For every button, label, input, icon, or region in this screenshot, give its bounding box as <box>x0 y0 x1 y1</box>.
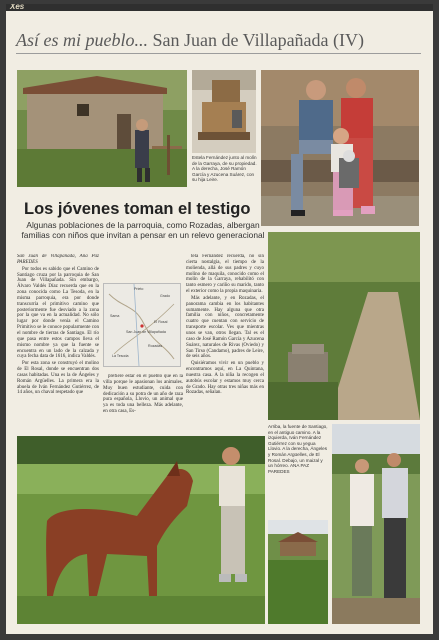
article-byline: San Juan de Villapañada, Ana Paz PAREDES <box>17 254 99 265</box>
newspaper-page <box>6 4 433 634</box>
section-title-place: San Juan de Villapañada (IV) <box>152 30 365 50</box>
col3-paragraph: tela Fernández recuerda, no sin cierta nostalgia, el tiempo de la molienda, allá de sus padres y cuyo molino de maquila, conocido como el molín de la Garraya, rehabilitó con tanto esmero y cariño su marido, tanto el exterior como la propia maquinaria. <box>186 254 264 295</box>
col1-paragraph: Por todos es sabido que el Camino de Santiago cruza por la parroquia de San Juan de Villapañada. Sin embargo, Álvaro Valdés Díaz recuerda que en la zona conocida como La Tesoda, en la misma parroquia, era por donde transcurría el primitivo camino que posteriormente fue desviado a la zona por la que va en la actualidad. No sólo lugar por donde venía el Camino Primitivo se le conoce popularmente con el nombre de tierras de Santiago. El río que pasa entre estos campos lleva el mismo nombre ya que la fuente se encuentra en un lado de la calzada y cuya fecha data de 1616, indica Valdés. <box>17 266 99 360</box>
section-title <box>16 30 421 51</box>
col3-paragraph: Quisiéramos vivir en un pueblo y encontramos aquí, en La Quintana, nuestra casa. A la niña la recogen el autobús escolar y estamos muy cerca de Grado. Hay otras tres niñas más en Rozadas, señalan. <box>186 361 264 396</box>
caption-fuente <box>268 424 328 474</box>
section-tab-label: Xes <box>10 4 25 11</box>
photo-family <box>261 70 419 226</box>
location-map <box>103 283 181 367</box>
article-column-3 <box>186 254 264 430</box>
map-label: San Juan de Villapañada <box>126 330 166 334</box>
section-title-prefix: Así es mi pueblo... <box>16 30 148 50</box>
photo-fountain-path <box>268 232 420 420</box>
map-label: Prieto <box>134 287 144 291</box>
article-subhead: Algunas poblaciones de la parroquia, como Rozadas, albergan familias con niños que invitan a pensar en un relevo generacional <box>21 220 265 240</box>
map-label: El Rosal <box>154 320 168 324</box>
caption-fuente-text: Arriba, la fuente de Santiago, en el antiguo camino. A la izquierda, Iván Fernández Gutiérrez con su yegua Llovio. A la derecha, Ángeles y Román Argüelles, de El Rosal. Debajo, un maizal y un hórreo. <box>268 424 328 469</box>
top-bar <box>6 4 433 11</box>
photo-horse <box>17 436 265 624</box>
photo-house-woman <box>17 70 187 187</box>
col3-paragraph: Más adelante, y en Rozadas, el panorama cambia en los habitantes sumamente. Hay alguna que otra familia con niños, concretamente cuatro que cuentan con servicio de transporte escolar. Ves que mientras unos se van, otros llegan. Tal es el caso de José Ramón García y Azucena Suárez, naturales de Rivas (Oviedo) y San Tirso (Candamo), padres de Leire, de seis años. <box>186 295 264 360</box>
photo-mill <box>192 70 256 153</box>
photo-horreo <box>268 520 328 624</box>
photo-couple <box>332 424 420 624</box>
article-column-2 <box>103 374 183 434</box>
col1-paragraph: Por esta zona se construyó el molino de El Rosal, donde se encuentran dos casas habitadas. Una es la de Ángeles y Román Argüelles. La primera era la abuela de Iván Fernández Gutiérrez, de 14 años, un chaval respetado que <box>17 361 99 396</box>
caption-estela: Estela Fernández junto al molín de la Garraya, de su propiedad. A la derecha, José Ramón García y Azucena Suárez, con su hija Leire. <box>192 155 257 183</box>
map-label: Sama <box>110 314 120 318</box>
map-label: Grado <box>160 294 170 298</box>
map-label: La Tesoda <box>112 354 129 358</box>
title-rule <box>16 53 421 54</box>
article-headline: Los jóvenes toman el testigo <box>24 200 251 218</box>
map-label: Rozadas <box>148 344 163 348</box>
article-column-1 <box>17 254 99 450</box>
photo-credit: ANA PAZ PAREDES <box>268 463 310 474</box>
col2-paragraph: prefiere estar en el pueblo que en la villa porque le apasionan los animales. Muy buen estudiante, cuida con dedicación a su potra de un año de raza pura española, Llovio, un animal que ya es toda una belleza. Más adelante, en otra casa, Es- <box>103 374 183 415</box>
